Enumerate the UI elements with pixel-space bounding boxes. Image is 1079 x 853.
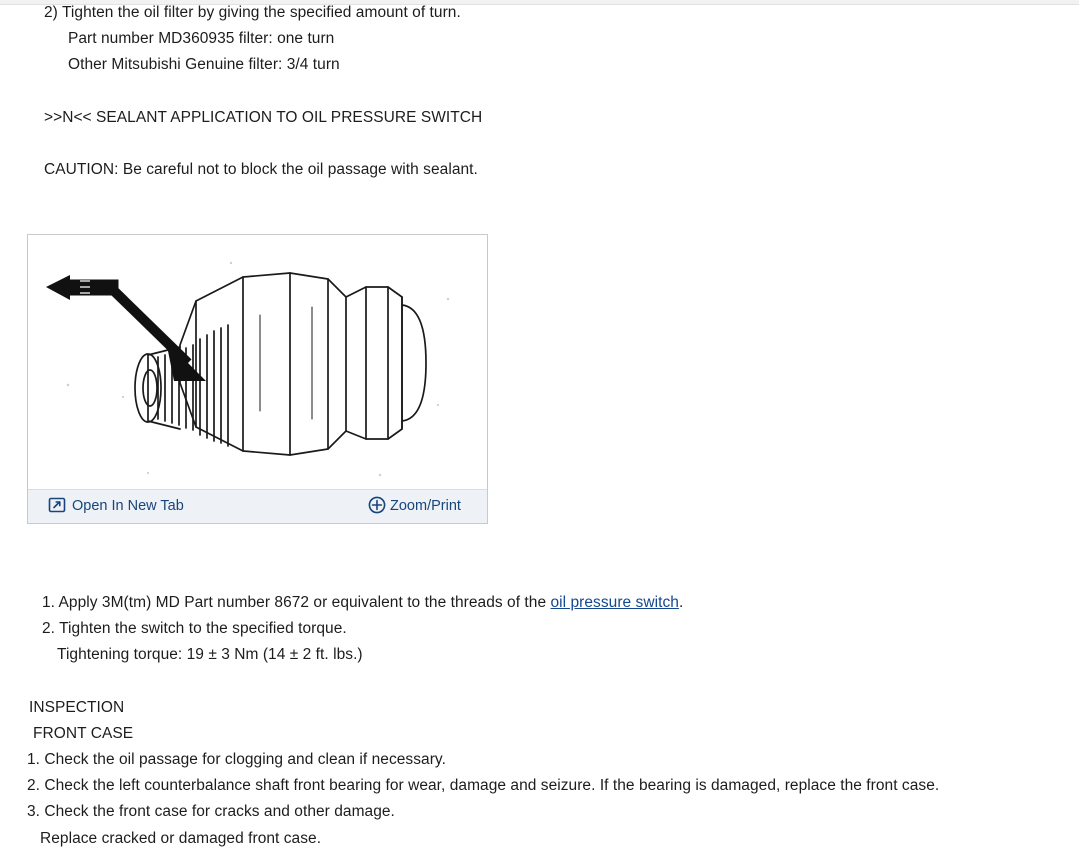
section-heading-sealant: >>N<< SEALANT APPLICATION TO OIL PRESSURE SWITCH — [44, 109, 483, 126]
body-line: 1. Check the oil passage for clogging and clean if necessary. — [27, 751, 446, 768]
oil-pressure-switch-link[interactable]: oil pressure switch — [550, 594, 679, 611]
caution-line: CAUTION: Be careful not to block the oil passage with sealant. — [44, 161, 478, 178]
figure-container — [27, 234, 488, 524]
figure-toolbar — [28, 489, 487, 523]
body-line: 2. Check the left counterbalance shaft front bearing for wear, damage and seizure. If the bearing is damaged, replace the front case. — [27, 777, 940, 794]
body-line: 2) Tighten the oil filter by giving the specified amount of turn. — [44, 4, 461, 21]
open-in-new-tab-link[interactable]: Open In New Tab — [72, 498, 184, 514]
body-line: 2. Tighten the switch to the specified torque. — [42, 620, 347, 637]
step-text-suffix: . — [678, 594, 684, 611]
zoom-print-link[interactable]: Zoom/Print — [390, 498, 461, 514]
subsection-heading-front-case: FRONT CASE — [33, 725, 134, 742]
step-apply-sealant — [42, 593, 683, 612]
body-line: Other Mitsubishi Genuine filter: 3/4 turn — [68, 56, 340, 73]
body-line: Part number MD360935 filter: one turn — [68, 30, 335, 47]
zoom-plus-icon[interactable] — [368, 496, 386, 514]
step-text-prefix: 1. Apply 3M(tm) MD Part number 8672 or equivalent to the threads of the — [42, 594, 551, 611]
body-line: 3. Check the front case for cracks and other damage. — [27, 803, 395, 820]
torque-spec-line: Tightening torque: 19 ± 3 Nm (14 ± 2 ft. lbs.) — [57, 646, 363, 663]
open-in-new-tab-icon[interactable] — [48, 496, 66, 514]
oil-pressure-switch-illustration — [28, 235, 487, 489]
section-heading-inspection: INSPECTION — [29, 699, 125, 716]
body-line: Replace cracked or damaged front case. — [40, 830, 322, 847]
